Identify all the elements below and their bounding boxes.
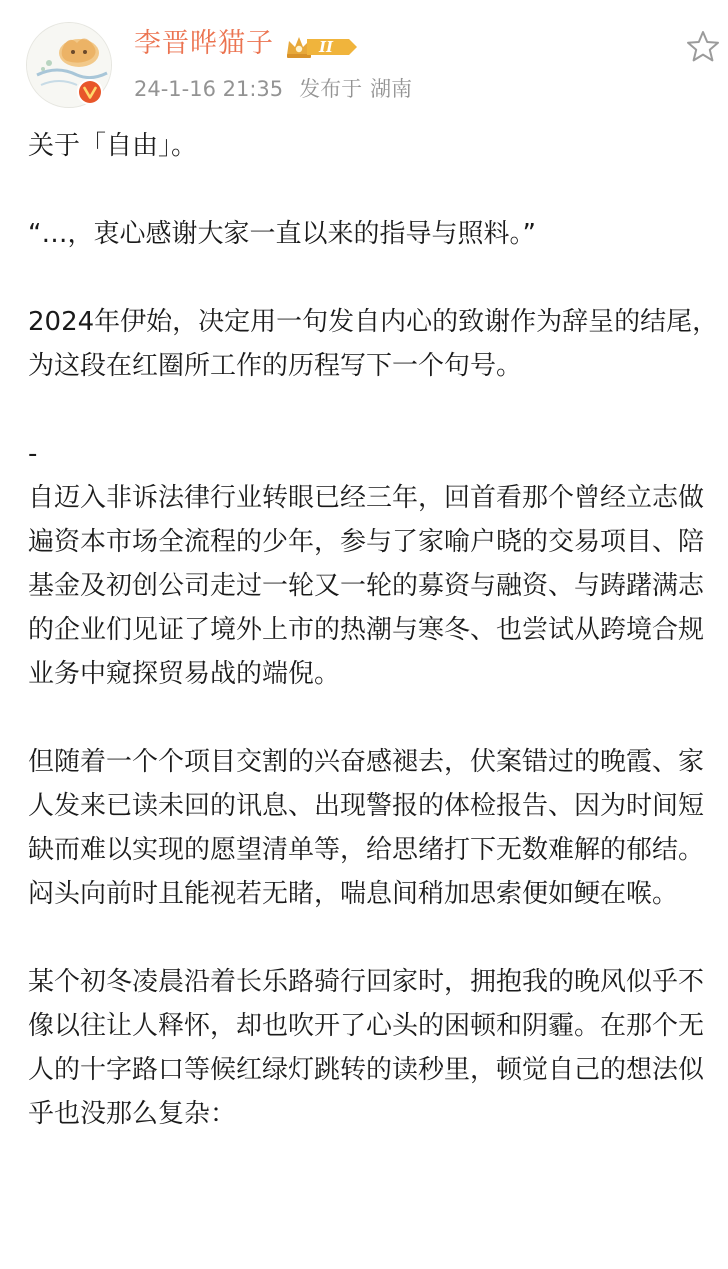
verified-badge-icon — [76, 78, 104, 106]
section-divider: - — [28, 439, 38, 469]
paragraph-reflection: 但随着一个个项目交割的兴奋感褪去，伏案错过的晚霞、家人发来已读未回的讯息、出现警报的体检报告、因为时间短缺而难以实现的愿望清单等，给思绪打下无数难解的郁结。闷头向前时且能视若无睹，喘息间稍加思索便如鲠在喉。 — [28, 747, 705, 909]
paragraph-ride-home: 某个初冬凌晨沿着长乐路骑行回家时，拥抱我的晚风似乎不像以往让人释怀，却也吹开了心头的困顿和阴霾。在那个无人的十字路口等候红绿灯跳转的读秒里，顿觉自己的想法似乎也没那么复杂： — [28, 967, 705, 1129]
paragraph-intro: 2024年伊始，决定用一句发自内心的致谢作为辞呈的结尾，为这段在红圈所工作的历程写下一个句号。 — [28, 307, 719, 381]
author-name[interactable]: 李晋晔猫子 — [134, 28, 274, 59]
star-icon[interactable] — [684, 28, 722, 66]
post-location[interactable]: 湖南 — [370, 77, 413, 101]
location-prefix: 发布于 — [299, 77, 363, 101]
vip-level-text: II — [318, 38, 334, 56]
post-timestamp: 24-1-16 21:35 — [134, 77, 284, 101]
post-body — [28, 124, 722, 1136]
paragraph-quote: “…，衷心感谢大家一直以来的指导与照料。” — [28, 219, 536, 249]
post-meta — [134, 74, 412, 104]
post-header — [0, 0, 728, 118]
paragraph-title: 关于「自由」。 — [28, 131, 198, 161]
paragraph-career: 自迈入非诉法律行业转眼已经三年，回首看那个曾经立志做遍资本市场全流程的少年，参与了家喻户晓的交易项目、陪基金及初创公司走过一轮又一轮的募资与融资、与踌躇满志的企业们见证了境外上市的热潮与寒冬、也尝试从跨境合规业务中窥探贸易战的端倪。 — [28, 483, 705, 689]
vip-level-badge[interactable] — [283, 33, 361, 61]
